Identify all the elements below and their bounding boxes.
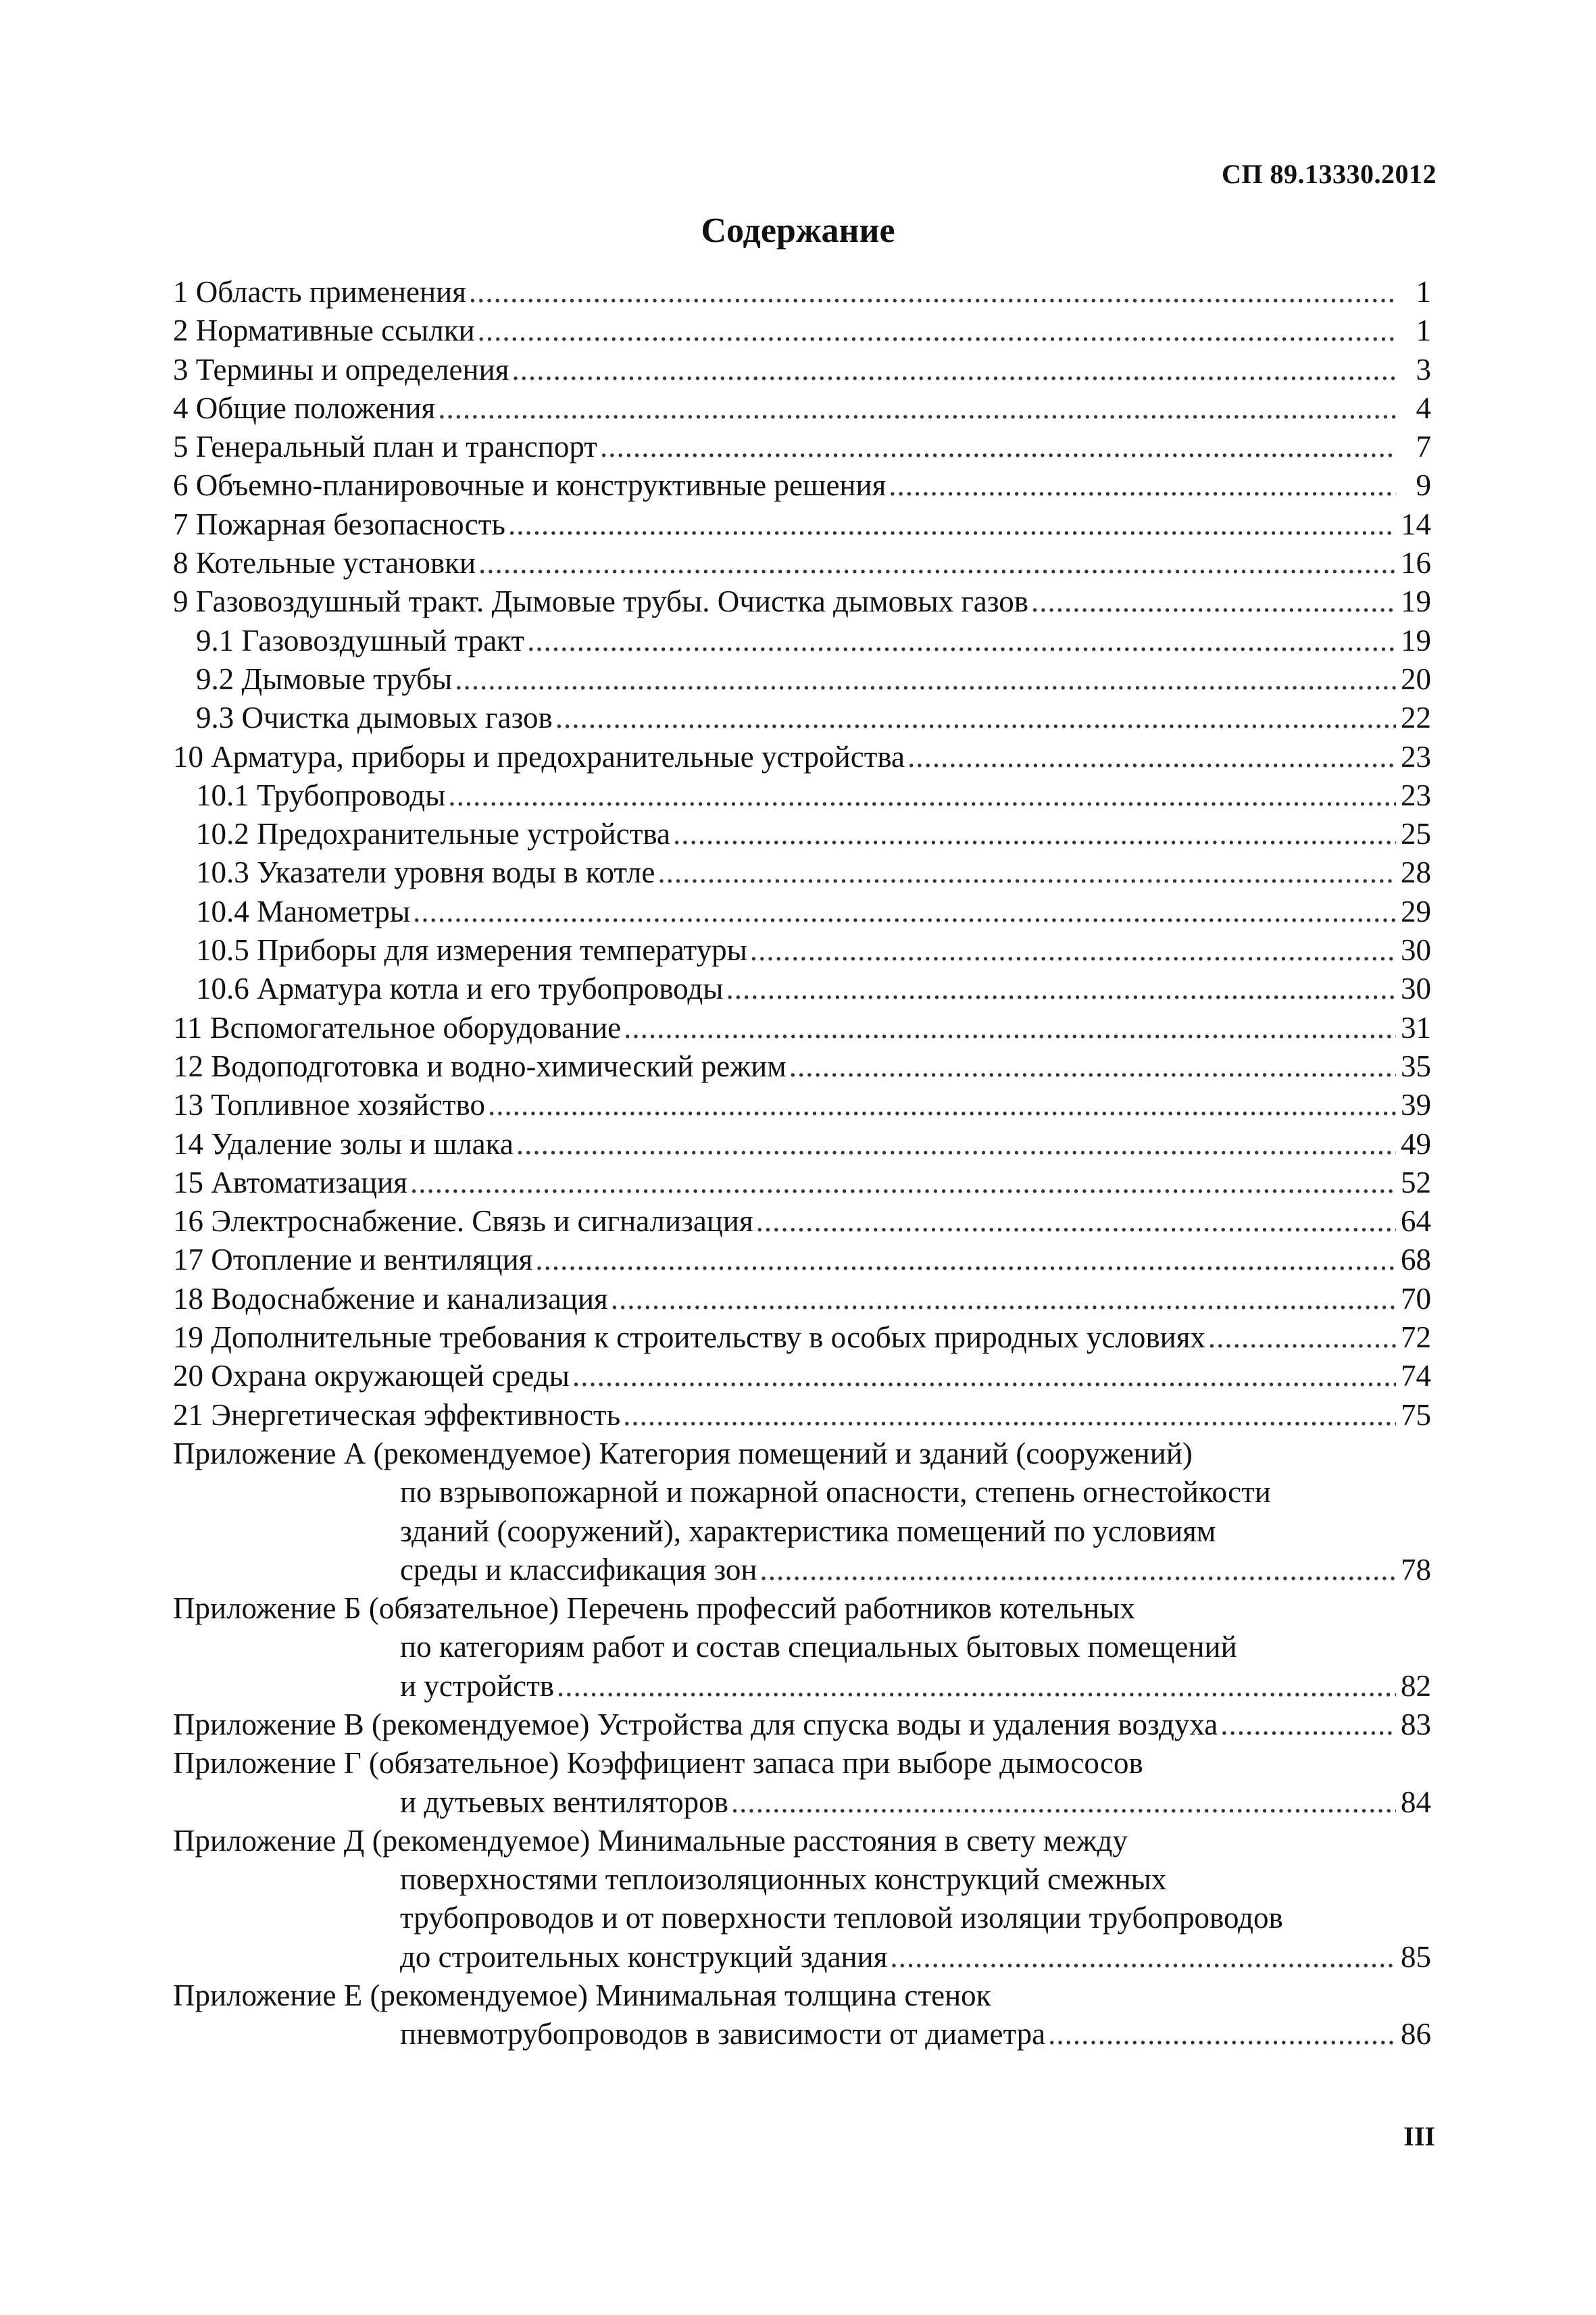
toc-entry-title: 14 Удаление золы и шлака <box>173 1126 514 1161</box>
toc-entry-title: 9.1 Газовоздушный тракт <box>196 623 525 657</box>
toc-entry-title: 9.2 Дымовые трубы <box>196 662 453 696</box>
toc-entry-title: 15 Автоматизация <box>173 1165 407 1199</box>
toc-entry-page: 49 <box>1401 1126 1431 1161</box>
appendix-entry <box>173 1783 1431 1822</box>
dot-leader <box>657 853 1396 892</box>
dot-leader <box>1031 582 1396 621</box>
toc-entry-title: Приложение В (рекомендуемое) Устройства для спуска воды и удаления воздуха <box>173 1707 1218 1741</box>
toc-entry-page: 4 <box>1416 391 1431 425</box>
toc-entry-page: 52 <box>1401 1165 1431 1199</box>
toc-entry-title: 13 Топливное хозяйство <box>173 1088 485 1122</box>
dot-leader <box>478 312 1396 350</box>
dot-leader <box>756 1202 1396 1241</box>
toc-entry <box>173 312 1431 350</box>
toc-entry <box>173 1241 1431 1279</box>
toc-entry <box>173 544 1431 582</box>
dot-leader <box>512 351 1396 389</box>
dot-leader <box>1048 2015 1396 2053</box>
dot-leader <box>1208 1318 1396 1357</box>
toc-entry-page: 31 <box>1401 1010 1431 1045</box>
toc-entry-title: 8 Котельные установки <box>173 546 476 580</box>
dot-leader <box>557 1667 1396 1706</box>
toc-entry-page: 68 <box>1401 1243 1431 1277</box>
toc-entry-page: 84 <box>1401 1785 1431 1819</box>
toc-entry-title: 10.3 Указатели уровня воды в котле <box>196 855 655 890</box>
dot-leader <box>469 273 1396 312</box>
dot-leader <box>555 699 1396 737</box>
toc-entry-title: 4 Общие положения <box>173 391 436 425</box>
toc-entry-page: 82 <box>1401 1668 1431 1703</box>
toc-entry-title: 10.2 Предохранительные устройства <box>196 817 670 851</box>
toc-entry-page: 16 <box>1401 546 1431 580</box>
toc-entry-title: пневмотрубопроводов в зависимости от диаметра <box>400 2017 1046 2051</box>
dot-leader <box>600 428 1396 466</box>
toc-entry <box>173 1125 1431 1164</box>
dot-leader <box>508 505 1396 544</box>
toc-entry-title: 19 Дополнительные требования к строительству в особых природных условиях <box>173 1320 1205 1355</box>
toc-entry <box>173 738 1431 776</box>
toc-entry-title: 18 Водоснабжение и канализация <box>173 1281 608 1316</box>
dot-leader <box>889 466 1396 505</box>
dot-leader <box>731 1783 1396 1822</box>
toc-entry <box>173 699 1431 737</box>
toc-entry <box>173 1009 1431 1047</box>
dot-leader <box>478 544 1396 582</box>
toc-entry <box>173 505 1431 544</box>
toc-entry-title: 20 Охрана окружающей среды <box>173 1359 570 1393</box>
toc-entry-title: 10.4 Манометры <box>196 894 411 928</box>
appendix-entry <box>173 1706 1431 1744</box>
toc-entry-page: 19 <box>1401 623 1431 657</box>
toc-entry-title: до строительных конструкций здания <box>400 1939 888 1974</box>
dot-leader <box>624 1009 1396 1047</box>
toc-entry <box>173 351 1431 389</box>
appendix-heading-line: Приложение Б (обязательное) Перечень профессий работников котельных <box>173 1591 1135 1626</box>
dot-leader <box>438 389 1396 428</box>
toc-entry-page: 85 <box>1401 1939 1431 1974</box>
dot-leader <box>413 893 1396 931</box>
appendix-heading-line: Приложение Е (рекомендуемое) Минимальная толщина стенок <box>173 1978 991 2013</box>
dot-leader <box>907 738 1396 776</box>
toc-entry <box>173 622 1431 660</box>
toc-entry-title: и устройств <box>400 1668 554 1703</box>
toc-entry-title: 10 Арматура, приборы и предохранительные устройства <box>173 739 905 774</box>
toc-entry-title: 3 Термины и определения <box>173 352 509 387</box>
appendix-entry <box>173 2015 1431 2053</box>
toc-entry <box>173 1047 1431 1086</box>
toc-entry <box>173 1086 1431 1124</box>
toc-entry-page: 1 <box>1416 314 1431 348</box>
toc-entry-page: 70 <box>1401 1281 1431 1316</box>
toc-entry-title: 7 Пожарная безопасность <box>173 507 505 541</box>
toc-entry-title: 9.3 Очистка дымовых газов <box>196 701 553 735</box>
appendix-continuation-line: по взрывопожарной и пожарной опасности, степень огнестойкости <box>400 1475 1271 1510</box>
dot-leader <box>527 622 1396 660</box>
toc-entry-title: 11 Вспомогательное оборудование <box>173 1010 622 1045</box>
toc-entry-title: и дутьевых вентиляторов <box>400 1785 728 1819</box>
dot-leader <box>455 660 1396 699</box>
toc-entry <box>173 466 1431 505</box>
toc-entry-page: 7 <box>1416 430 1431 464</box>
appendix-heading-line: Приложение Д (рекомендуемое) Минимальные расстояния в свету между <box>173 1823 1128 1858</box>
dot-leader <box>611 1280 1396 1318</box>
toc-entry-page: 86 <box>1401 2017 1431 2051</box>
toc-entry-title: 10.1 Трубопроводы <box>196 778 446 812</box>
toc-entry <box>173 273 1431 312</box>
toc-entry-page: 20 <box>1401 662 1431 696</box>
dot-leader <box>750 931 1396 970</box>
toc-entry-page: 72 <box>1401 1320 1431 1355</box>
dot-leader <box>890 1938 1396 1976</box>
toc-entry-title: 10.6 Арматура котла и его трубопроводы <box>196 972 724 1006</box>
dot-leader <box>789 1047 1396 1086</box>
appendix-continuation-line: зданий (сооружений), характеристика помещений по условиям <box>400 1514 1216 1548</box>
toc-entry-page: 3 <box>1416 352 1431 387</box>
toc-entry-page: 28 <box>1401 855 1431 890</box>
toc-entry-page: 29 <box>1401 894 1431 928</box>
dot-leader <box>488 1086 1396 1124</box>
toc-entry-title: 2 Нормативные ссылки <box>173 314 475 348</box>
toc-entry-page: 9 <box>1416 468 1431 503</box>
toc-entry <box>173 1357 1431 1395</box>
toc-entry <box>173 1280 1431 1318</box>
dot-leader <box>516 1125 1396 1164</box>
appendix-entry <box>173 1667 1431 1706</box>
toc-entry-page: 19 <box>1401 584 1431 619</box>
dot-leader <box>572 1357 1396 1395</box>
toc-entry-title: среды и классификация зон <box>400 1552 757 1587</box>
toc-entry-page: 64 <box>1401 1204 1431 1239</box>
toc-entry-page: 83 <box>1401 1707 1431 1741</box>
appendix-continuation-line: трубопроводов и от поверхности тепловой изоляции трубопроводов <box>400 1901 1283 1935</box>
toc-entry-page: 39 <box>1401 1088 1431 1122</box>
toc-entry <box>173 893 1431 931</box>
toc-entry-page: 30 <box>1401 933 1431 968</box>
toc-entry-title: 16 Электроснабжение. Связь и сигнализация <box>173 1204 753 1239</box>
dot-leader <box>623 1396 1396 1435</box>
toc-entry <box>173 428 1431 466</box>
toc-entry <box>173 1202 1431 1241</box>
toc-entry <box>173 931 1431 970</box>
toc-entry-title: 10.5 Приборы для измерения температуры <box>196 933 747 968</box>
dot-leader <box>726 970 1396 1008</box>
toc-entry <box>173 660 1431 699</box>
appendix-entry <box>173 1938 1431 1976</box>
toc-entry <box>173 1318 1431 1357</box>
dot-leader <box>760 1551 1397 1589</box>
toc-entry <box>173 853 1431 892</box>
toc-entry-title: 17 Отопление и вентиляция <box>173 1243 533 1277</box>
page-title: Содержание <box>701 211 895 250</box>
toc-entry-title: 6 Объемно-планировочные и конструктивные решения <box>173 468 887 503</box>
page-number: III <box>1403 2121 1435 2151</box>
appendix-heading-line: Приложение А (рекомендуемое) Категория помещений и зданий (сооружений) <box>173 1436 1193 1470</box>
toc-entry <box>173 776 1431 815</box>
appendix-continuation-line: по категориям работ и состав специальных бытовых помещений <box>400 1630 1237 1664</box>
dot-leader <box>448 776 1396 815</box>
toc-entry <box>173 1164 1431 1202</box>
toc-entry-page: 25 <box>1401 817 1431 851</box>
toc-entry-page: 75 <box>1401 1397 1431 1432</box>
toc-entry-page: 1 <box>1416 275 1431 309</box>
appendix-continuation-line: поверхностями теплоизоляционных конструкций смежных <box>400 1862 1167 1897</box>
toc-entry <box>173 1396 1431 1435</box>
toc-entry-page: 35 <box>1401 1049 1431 1083</box>
document-code: СП 89.13330.2012 <box>1222 159 1437 189</box>
toc-entry-title: 12 Водоподготовка и водно-химический режим <box>173 1049 787 1083</box>
toc-entry-page: 74 <box>1401 1359 1431 1393</box>
toc-entry <box>173 970 1431 1008</box>
dot-leader <box>410 1164 1396 1202</box>
dot-leader <box>535 1241 1396 1279</box>
dot-leader <box>1220 1706 1396 1744</box>
dot-leader <box>673 815 1396 853</box>
table-of-contents <box>173 273 1431 2054</box>
toc-entry-title: 5 Генеральный план и транспорт <box>173 430 597 464</box>
toc-entry-title: 9 Газовоздушный тракт. Дымовые трубы. Очистка дымовых газов <box>173 584 1029 619</box>
toc-entry <box>173 389 1431 428</box>
appendix-heading-line: Приложение Г (обязательное) Коэффициент запаса при выборе дымососов <box>173 1746 1143 1781</box>
appendix-entry <box>173 1551 1431 1589</box>
toc-entry-page: 30 <box>1401 972 1431 1006</box>
toc-entry <box>173 582 1431 621</box>
toc-entry-title: 21 Энергетическая эффективность <box>173 1397 621 1432</box>
toc-entry-page: 78 <box>1401 1552 1431 1587</box>
toc-entry-page: 23 <box>1401 739 1431 774</box>
toc-entry-page: 22 <box>1401 701 1431 735</box>
toc-entry <box>173 815 1431 853</box>
toc-entry-title: 1 Область применения <box>173 275 466 309</box>
toc-entry-page: 14 <box>1401 507 1431 541</box>
toc-entry-page: 23 <box>1401 778 1431 812</box>
